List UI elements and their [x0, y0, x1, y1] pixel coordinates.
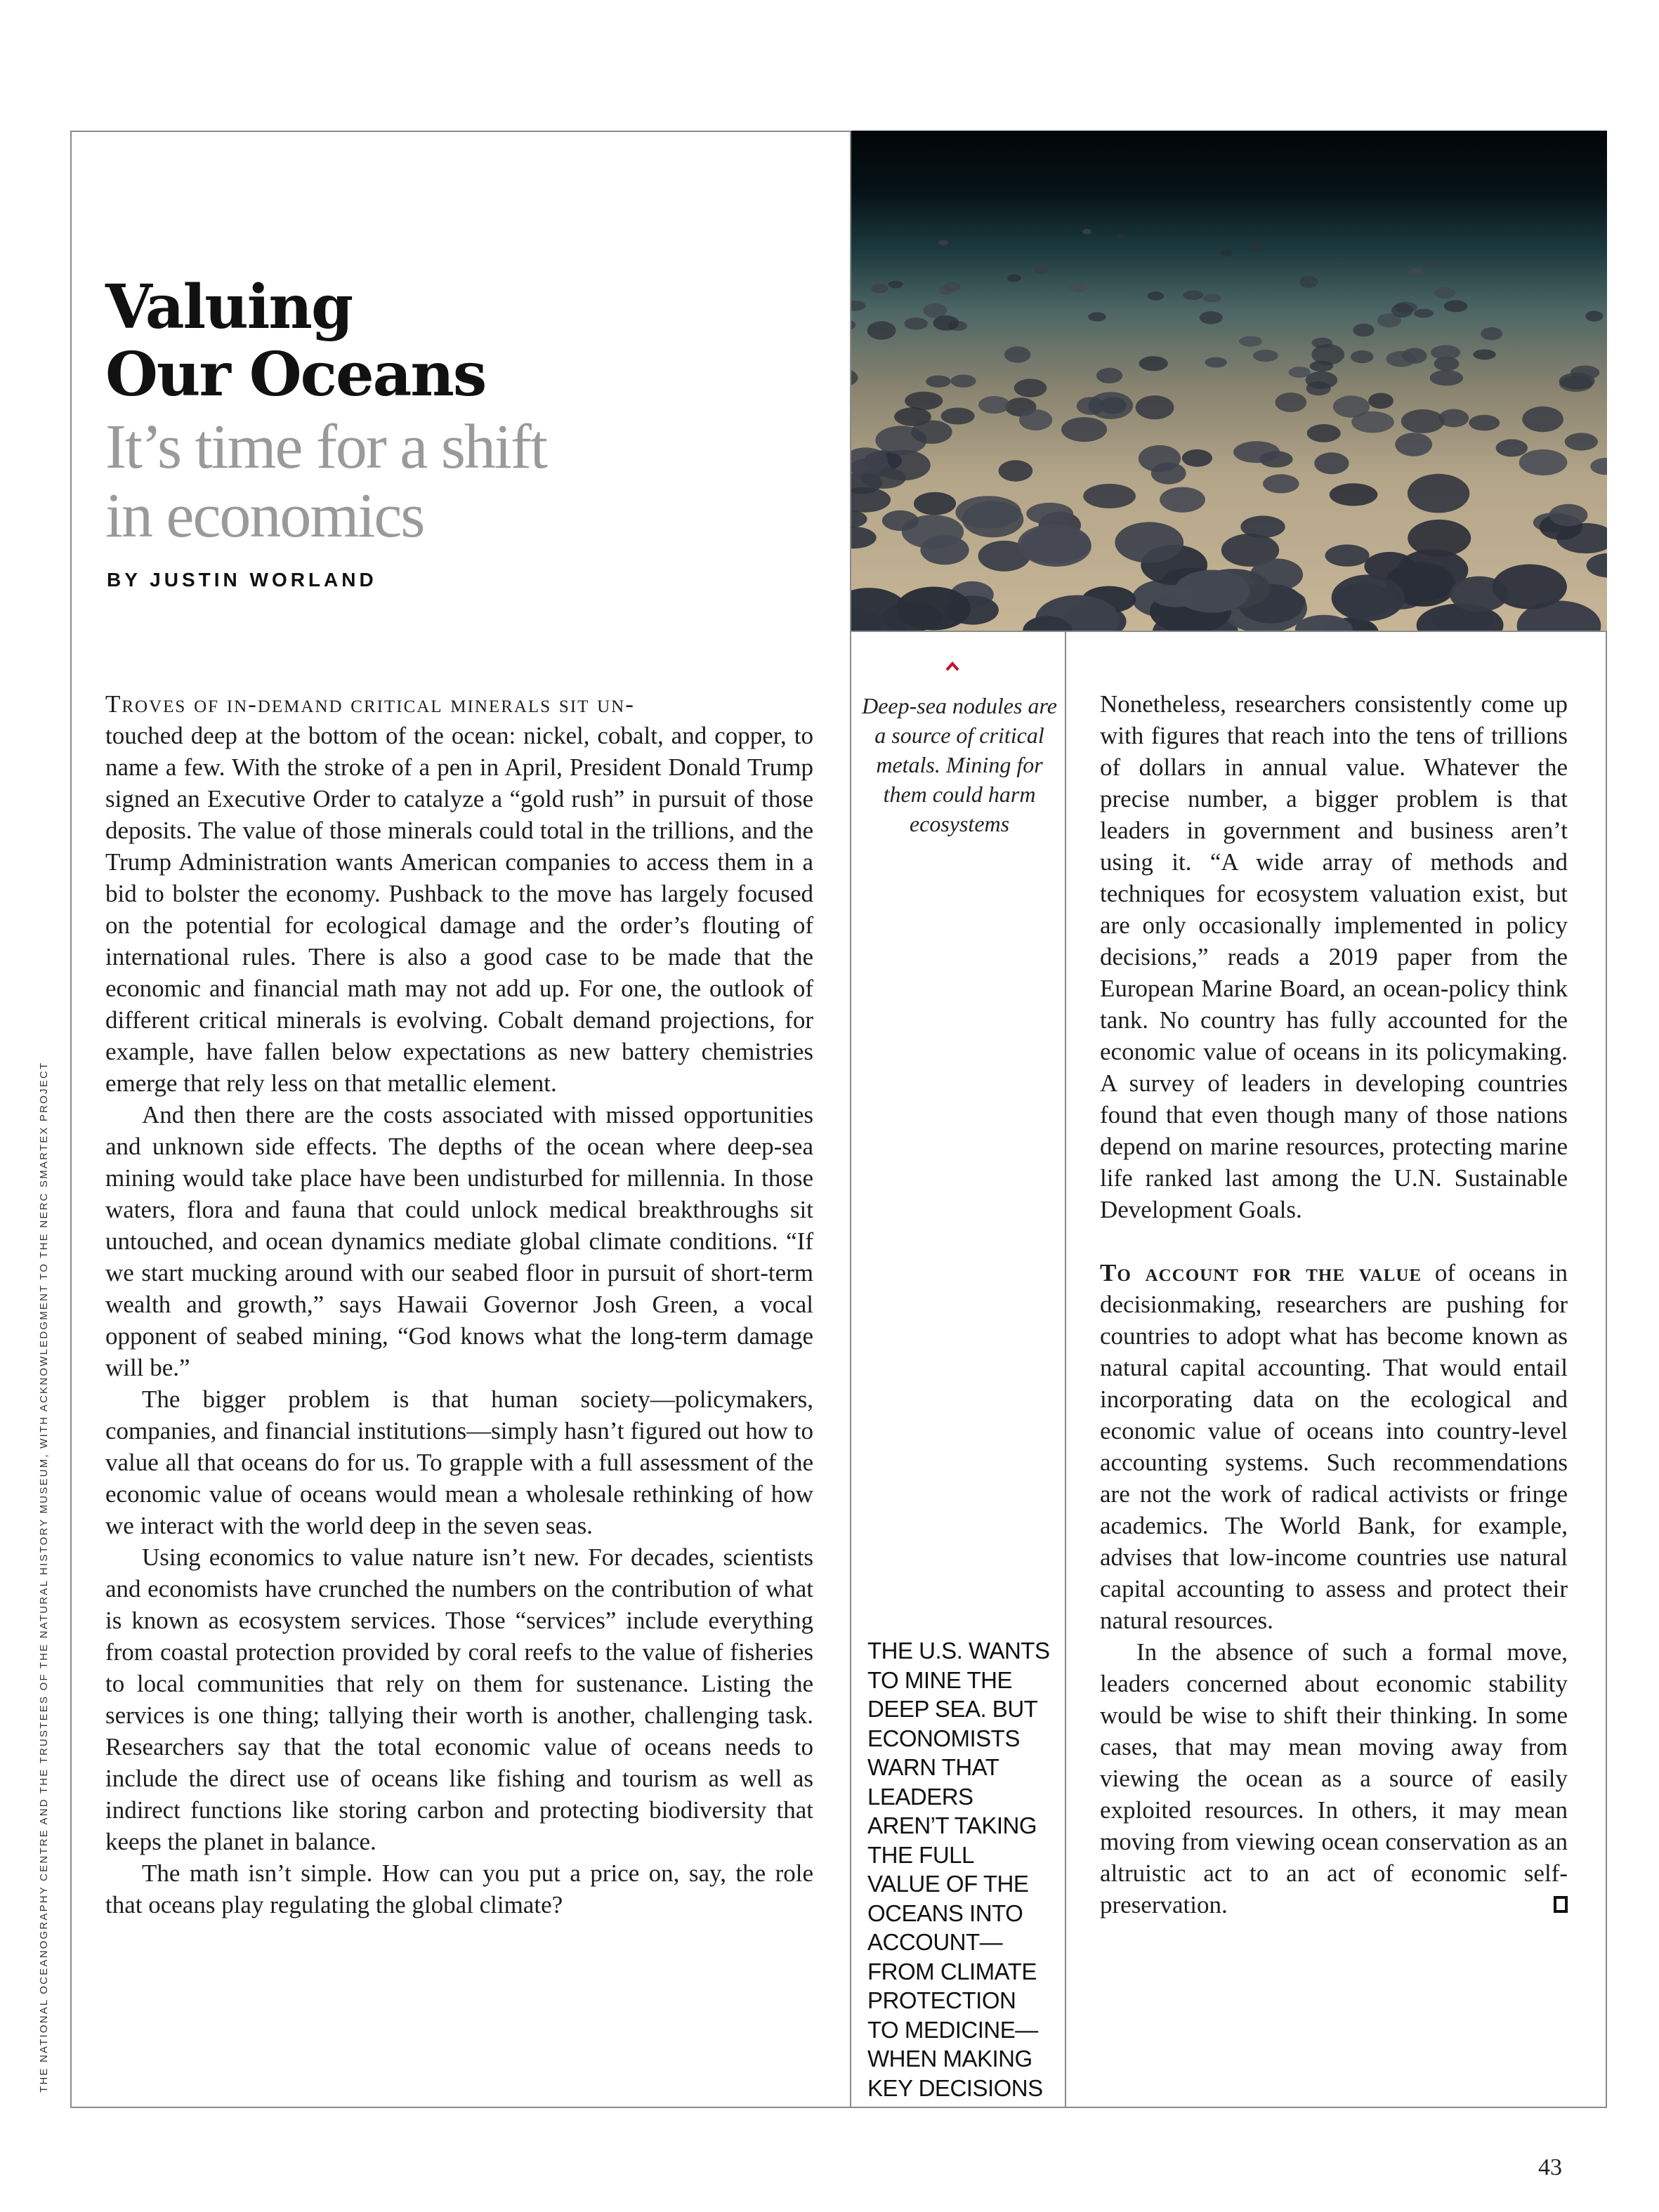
nodule [871, 284, 888, 294]
nodule [1314, 452, 1349, 474]
nodule [1083, 484, 1136, 508]
nodule [1200, 311, 1223, 324]
nodule [1288, 367, 1310, 378]
nodule [1240, 515, 1285, 538]
nodule [1496, 439, 1528, 456]
nodule [1493, 565, 1567, 610]
nodule [851, 369, 858, 386]
nodule [1018, 524, 1091, 564]
nodule [1444, 301, 1467, 312]
nodule [1353, 324, 1374, 337]
article-title [105, 274, 808, 409]
deck-line-1: It’s time for a shift [105, 412, 546, 482]
photo-caption: Deep-sea nodules are a source of critical metals. Mining for them could harm ecosystems [862, 693, 1057, 836]
nodule [1430, 370, 1464, 386]
nodule [1431, 345, 1460, 360]
nodule [851, 511, 867, 528]
nodule [1473, 350, 1495, 360]
nodule [1275, 393, 1306, 412]
nodule [1408, 520, 1471, 557]
nodule [851, 487, 891, 513]
nodule [1139, 445, 1181, 472]
nodule [1082, 229, 1091, 235]
end-mark-icon [1554, 1896, 1568, 1913]
nodule [914, 492, 956, 515]
nodule [1386, 351, 1416, 367]
nodule [1571, 366, 1600, 380]
nodule [1183, 291, 1203, 300]
nodule [1115, 522, 1183, 562]
nodule [1004, 346, 1030, 362]
nodule [1368, 393, 1394, 409]
nodule [1351, 350, 1374, 363]
nodule [1070, 282, 1087, 292]
nodule [1307, 424, 1341, 442]
paragraph-text: of oceans in decisionmaking, researchers are pushing for countries to adopt what has become known as natural capital accounting. That would entail incorporating data on the ecological and economic value of oceans into country-level accounting systems. Such recommendations are not the work of radical activists or fringe academics. The World Bank, for example, advises that low-income countries use natural capital accounting to assess and protect their natural resources. [1100, 1259, 1568, 1634]
nodule [882, 511, 919, 531]
caret-up-icon [945, 659, 960, 674]
nodule [851, 301, 866, 311]
nodule [1408, 268, 1423, 277]
nodule [939, 286, 953, 294]
column-divider-right [1065, 631, 1066, 2108]
nodule [1408, 474, 1469, 513]
nodule [888, 281, 903, 289]
nodule [955, 496, 1021, 528]
nodule [933, 315, 959, 331]
page-number: 43 [1538, 2154, 1562, 2180]
nodule [951, 374, 976, 387]
nodule [1312, 338, 1333, 348]
photo-bottom-rule [850, 631, 1607, 632]
nodule [851, 527, 877, 548]
nodule [1549, 504, 1588, 527]
nodule [905, 392, 943, 410]
nodule [1203, 294, 1221, 303]
nodule [1469, 415, 1500, 431]
nodule [1429, 261, 1442, 268]
nodule [1221, 249, 1233, 256]
section-lead: To account for the value [1100, 1259, 1422, 1286]
paragraph-text: touched deep at the bottom of the ocean: nickel, cobalt, and copper, to name a few. With the stroke of a pen in April, President Donald Trump signed an Executive Order to catalyze a “gold rush” in pursuit of those deposits. The value of those minerals could total in the trillions, and the Trump Administration wants American companies to access them in a bid to bolster the economy. Pushback to the move has largely focused on the potential for ecological damage and the order’s flouting of international rules. There is also a good case to be made that the economic and financial math may not add up. For one, the outlook of different critical minerals is evolving. Cobalt demand projections, for example, have fallen below expectations as new battery chemistries emerge that rely less on that metallic element. [105, 722, 813, 1097]
nodule [1174, 570, 1250, 613]
title-line-1: Valuing [105, 272, 353, 343]
photo-credit: THE NATIONAL OCEANOGRAPHY CENTRE AND THE TRUSTEES OF THE NATURAL HISTORY MUSEUM, WITH ACKNOWLEDGMENT TO THE NERC SMARTEX PROJECT [38, 1061, 50, 2093]
paragraph-text: In the absence of such a formal move, leaders concerned about economic stability would be wise to shift their thinking. In some cases, that may mean moving away from viewing the ocean as a source of easily exploited resources. In others, it may mean moving from viewing ocean conservation as an altruistic act to an act of economic self-preservation. [1100, 1638, 1568, 1918]
nodule [1239, 336, 1262, 347]
drop-lead: Troves of in-demand critical minerals sit un- [105, 690, 635, 718]
article-deck [105, 413, 808, 551]
nodule [1116, 234, 1126, 239]
nodule [1088, 312, 1106, 322]
nodule [1438, 409, 1469, 427]
body-paragraph-6: Nonetheless, researchers consistently come up with figures that reach into the tens of trillions of dollars in annual value. Whatever the precise number, a bigger problem is that leaders in government and business aren’t using it. “A wide array of methods and techniques for ecosystem valuation exist, but are only occasionally implemented in policy decisions,” reads a 2019 paper from the European Marine Board, an ocean-policy think tank. No country has fully accounted for the economic value of oceans in its policymaking. A survey of leaders in developing countries found that even though many of those nations depend on marine resources, protecting marine life ranked last among the U.N. Sustainable Development Goals. [1100, 690, 1568, 1223]
nodule [1026, 503, 1073, 525]
nodule [1401, 409, 1445, 433]
nodule [978, 396, 1010, 414]
nodule [1252, 244, 1264, 251]
nodule [1330, 483, 1378, 506]
nodule [1519, 449, 1568, 475]
pull-quote: THE U.S. WANTS TO MINE THE DEEP SEA. BUT ECONOMISTS WARN THAT LEADERS AREN’T TAKING THE FULL VALUE OF THE OCEANS INTO ACCOUNT—FROM CLIMATE PROTECTION TO MEDICINE—WHEN MAKING KEY DECISIONS [867, 1638, 1050, 2101]
nodule [1148, 291, 1164, 300]
nodule [1160, 487, 1205, 513]
nodule [1096, 368, 1122, 383]
nodule [1565, 433, 1598, 450]
nodule [1136, 395, 1174, 419]
seabed-nodules-illustration [851, 131, 1607, 631]
nodule [1333, 395, 1370, 417]
nodule [867, 321, 896, 339]
nodule [1590, 458, 1607, 475]
body-column-1 [105, 688, 813, 1921]
nodule [1299, 276, 1318, 288]
body-paragraph-3: The bigger problem is that human society—policymakers, companies, and financial institutions—simply hasn’t figured out how to value all that oceans do for us. To grapple with a full assessment of the economic value of oceans would mean a wholesale rethinking of how we interact with the world deep in the seven seas. [105, 1385, 813, 1539]
body-paragraph-1 [105, 688, 813, 1099]
nodule [1332, 574, 1405, 621]
nodule [904, 317, 928, 329]
nodule [911, 420, 952, 444]
nodule [1395, 433, 1432, 456]
nodule [1014, 378, 1047, 397]
deep-sea-nodules-photo [851, 131, 1607, 631]
nodule [941, 408, 975, 425]
nodule [999, 460, 1033, 481]
nodule [1306, 371, 1338, 389]
nodule [1585, 311, 1603, 322]
nodule [1139, 356, 1168, 371]
nodule [1034, 266, 1049, 275]
nodule [1253, 350, 1278, 362]
nodule [1522, 407, 1563, 433]
nodule [1233, 441, 1280, 463]
nodule [1587, 553, 1607, 578]
body-paragraph-2: And then there are the costs associated with missed opportunities and unknown side effects. The depths of the ocean where deep-sea mining would take place have been undisturbed for millennia. In those waters, flora and fauna that could unlock medical breakthroughs sit untouched, and ocean dynamics mediate global climate conditions. “If we start mucking around with our seabed floor in pursuit of short-term wealth and growth,” says Hawaii Governor Josh Green, a vocal opponent of seabed mining, “God knows what the long-term damage will be.” [105, 1101, 813, 1381]
nodule [1182, 449, 1212, 467]
nodule [1414, 309, 1434, 318]
nodule [1205, 357, 1227, 368]
nodule [1481, 327, 1502, 340]
body-paragraph-5: The math isn’t simple. How can you put a price on, say, the role that oceans play regulating the global climate? [105, 1859, 813, 1918]
nodule [1434, 287, 1455, 298]
body-paragraph-4: Using economics to value nature isn’t new. For decades, scientists and economists have crunched the numbers on the contribution of what is known as ecosystem services. Those “services” include everything from coastal protection provided by coral reefs to the value of fisheries to local communities that rely on them for sustenance. Listing the services is one thing; tallying their worth is another, challenging task. Researchers say that the total economic value of oceans needs to include the direct use of oceans like fishing and tourism as well as indirect functions like storing carbon and protecting biodiversity that keeps the planet in balance. [105, 1543, 813, 1855]
nodule [851, 320, 855, 331]
nodule [1007, 275, 1021, 282]
nodule [1310, 361, 1334, 371]
title-line-2: Our Oceans [105, 339, 486, 410]
nodule [1263, 474, 1299, 493]
nodule [896, 587, 971, 631]
nodule [1089, 392, 1133, 419]
body-paragraph-8 [1100, 1636, 1568, 1921]
nodule [1061, 417, 1107, 442]
nodule [1019, 409, 1052, 430]
nodule [926, 376, 951, 388]
body-column-2 [1100, 688, 1568, 1921]
nodule [1325, 544, 1370, 566]
nodule [1391, 303, 1413, 317]
deck-line-2: in economics [105, 481, 424, 551]
body-paragraph-7 [1100, 1257, 1568, 1636]
byline: BY JUSTIN WORLAND [107, 569, 377, 591]
nodule [938, 240, 949, 246]
